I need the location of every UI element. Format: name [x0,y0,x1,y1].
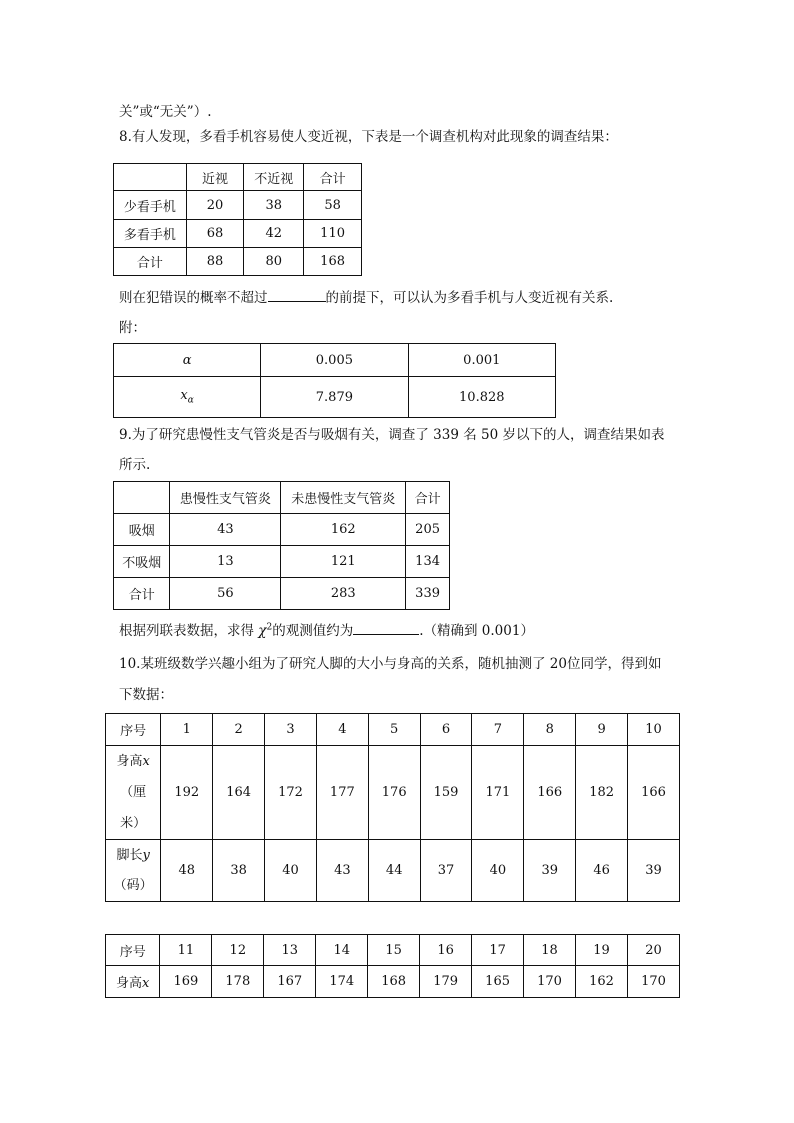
q9-after-c: .（精确到 0.001） [419,623,534,639]
q9-cell: 56 [170,578,281,610]
t1-foot: 43 [316,840,368,902]
t2-height: 167 [264,966,316,998]
q8-header-total: 合计 [304,164,362,191]
q9-after-a: 根据列联表数据，求得 [119,623,254,639]
t2-height: 174 [316,966,368,998]
t1-foot: 44 [368,840,420,902]
q9-cell: 162 [281,514,406,546]
q8-table [113,163,362,276]
q9-cell: 134 [406,546,450,578]
q8-cell: 68 [186,220,244,248]
t2-height-var: x [142,976,150,991]
t1-index: 6 [420,714,472,746]
q9-cell: 13 [170,546,281,578]
t1-height-label-c: 米） [120,816,147,831]
q9-cell: 43 [170,514,281,546]
t2-height-label-a: 身高 [116,976,143,991]
t2-index: 15 [368,935,420,966]
t1-height: 192 [161,746,213,840]
q8-row-label: 合计 [114,248,187,276]
t2-height: 168 [368,966,420,998]
t2-height: 169 [160,966,212,998]
t1-index: 5 [368,714,420,746]
x-alpha-value: 10.828 [408,377,555,418]
t1-index: 8 [524,714,576,746]
q8-cell: 80 [244,248,304,276]
t1-index: 3 [265,714,317,746]
q9-row-label: 合计 [114,578,170,610]
line-top: 关”或“无关”）. [119,104,212,120]
q10-line2: 下数据： [119,687,173,703]
q8-after-b: 的前提下，可以认为多看手机与人变近视有关系. [325,290,614,306]
t2-index: 11 [160,935,212,966]
t1-index: 4 [316,714,368,746]
q8-cell: 20 [186,191,244,220]
t2-index: 13 [264,935,316,966]
t1-index: 7 [472,714,524,746]
t1-height: 166 [524,746,576,840]
q10-table-1 [105,713,680,902]
t1-height: 166 [628,746,680,840]
t1-index: 2 [213,714,265,746]
q9-line2: 所示. [119,457,151,473]
t1-foot-label-a: 脚长 [116,847,143,863]
t1-height: 172 [265,746,317,840]
alpha-label: α [114,344,261,377]
t2-height: 179 [420,966,472,998]
t1-index: 9 [576,714,628,746]
t1-index: 1 [161,714,213,746]
q8-row-label: 多看手机 [114,220,187,248]
q8-row-label: 少看手机 [114,191,187,220]
q8-cell: 168 [304,248,362,276]
q8-critical-table [113,343,556,418]
q9-after-b: 的观测值约为 [272,623,354,639]
t2-index: 12 [212,935,264,966]
t1-height-label-a: 身高 [116,754,143,769]
q8-appendix: 附： [119,320,146,336]
t2-height: 178 [212,966,264,998]
q9-table [113,481,450,610]
q8-cell: 110 [304,220,362,248]
q9-header-no-bronchitis: 未患慢性支气管炎 [281,482,406,514]
x-sub: α [187,395,194,406]
q8-text: 8.有人发现，多看手机容易使人变近视，下表是一个调查机构对此现象的调查结果： [119,129,618,145]
chi-sup: 2 [266,622,273,633]
t1-index: 10 [628,714,680,746]
x-alpha-value: 7.879 [261,377,408,418]
q8-cell: 42 [244,220,304,248]
t1-foot-label [106,840,161,902]
t2-height: 170 [524,966,576,998]
t1-foot: 38 [213,840,265,902]
t1-height: 177 [316,746,368,840]
q9-header-total: 合计 [406,482,450,514]
q9-row-label: 不吸烟 [114,546,170,578]
q8-header-empty [114,164,187,191]
alpha-value: 0.001 [408,344,555,377]
t1-height-label [106,746,161,840]
t2-height: 170 [627,966,679,998]
q10-line1: 10.某班级数学兴趣小组为了研究人脚的大小与身高的关系，随机抽测了 20位同学，得到如 [119,656,662,672]
q9-after-text [119,622,534,639]
t1-foot-var: y [142,847,150,863]
q8-cell: 88 [186,248,244,276]
t1-height-label-line [106,746,160,777]
q9-cell: 205 [406,514,450,546]
q9-cell: 283 [281,578,406,610]
q8-header-no-myopia: 不近视 [244,164,304,191]
t2-height-label [106,966,160,998]
alpha-value: 0.005 [261,344,408,377]
t1-height: 182 [576,746,628,840]
q8-answer-blank[interactable] [268,289,326,302]
t2-index: 19 [576,935,628,966]
t1-foot: 39 [524,840,576,902]
t1-foot: 40 [472,840,524,902]
t1-height-label-b: （厘 [120,785,147,800]
t1-foot-label-line [106,841,160,871]
t2-index: 17 [472,935,524,966]
q8-after-a: 则在犯错误的概率不超过 [119,290,268,306]
q9-cell: 121 [281,546,406,578]
chi-symbol: χ [258,623,267,639]
t1-height: 164 [213,746,265,840]
t1-foot: 48 [161,840,213,902]
t2-height: 165 [472,966,524,998]
q9-cell: 339 [406,578,450,610]
q9-row-label: 吸烟 [114,514,170,546]
t1-foot: 46 [576,840,628,902]
q8-cell: 38 [244,191,304,220]
q8-after-text [119,289,613,306]
t1-height-var: x [142,754,150,769]
t2-index-label: 序号 [106,935,160,966]
t1-height: 171 [472,746,524,840]
t2-index: 18 [524,935,576,966]
t1-index-label: 序号 [106,714,161,746]
t1-foot: 40 [265,840,317,902]
q10-table-2 [105,934,680,998]
q9-header-empty [114,482,170,514]
q9-answer-blank[interactable] [353,622,419,635]
t2-height: 162 [576,966,628,998]
x-alpha-label [114,377,261,418]
t1-foot: 39 [628,840,680,902]
t1-foot: 37 [420,840,472,902]
t1-height: 176 [368,746,420,840]
t2-index: 14 [316,935,368,966]
t1-foot-label-b: （码） [113,877,153,893]
x-sym: x [180,388,188,404]
q9-header-bronchitis: 患慢性支气管炎 [170,482,281,514]
t1-height: 159 [420,746,472,840]
t2-index: 16 [420,935,472,966]
q9-line1: 9.为了研究患慢性支气管炎是否与吸烟有关，调查了 339 名 50 岁以下的人，调查结果如表 [119,427,665,443]
q8-cell: 58 [304,191,362,220]
t2-index: 20 [627,935,679,966]
q8-header-myopia: 近视 [186,164,244,191]
